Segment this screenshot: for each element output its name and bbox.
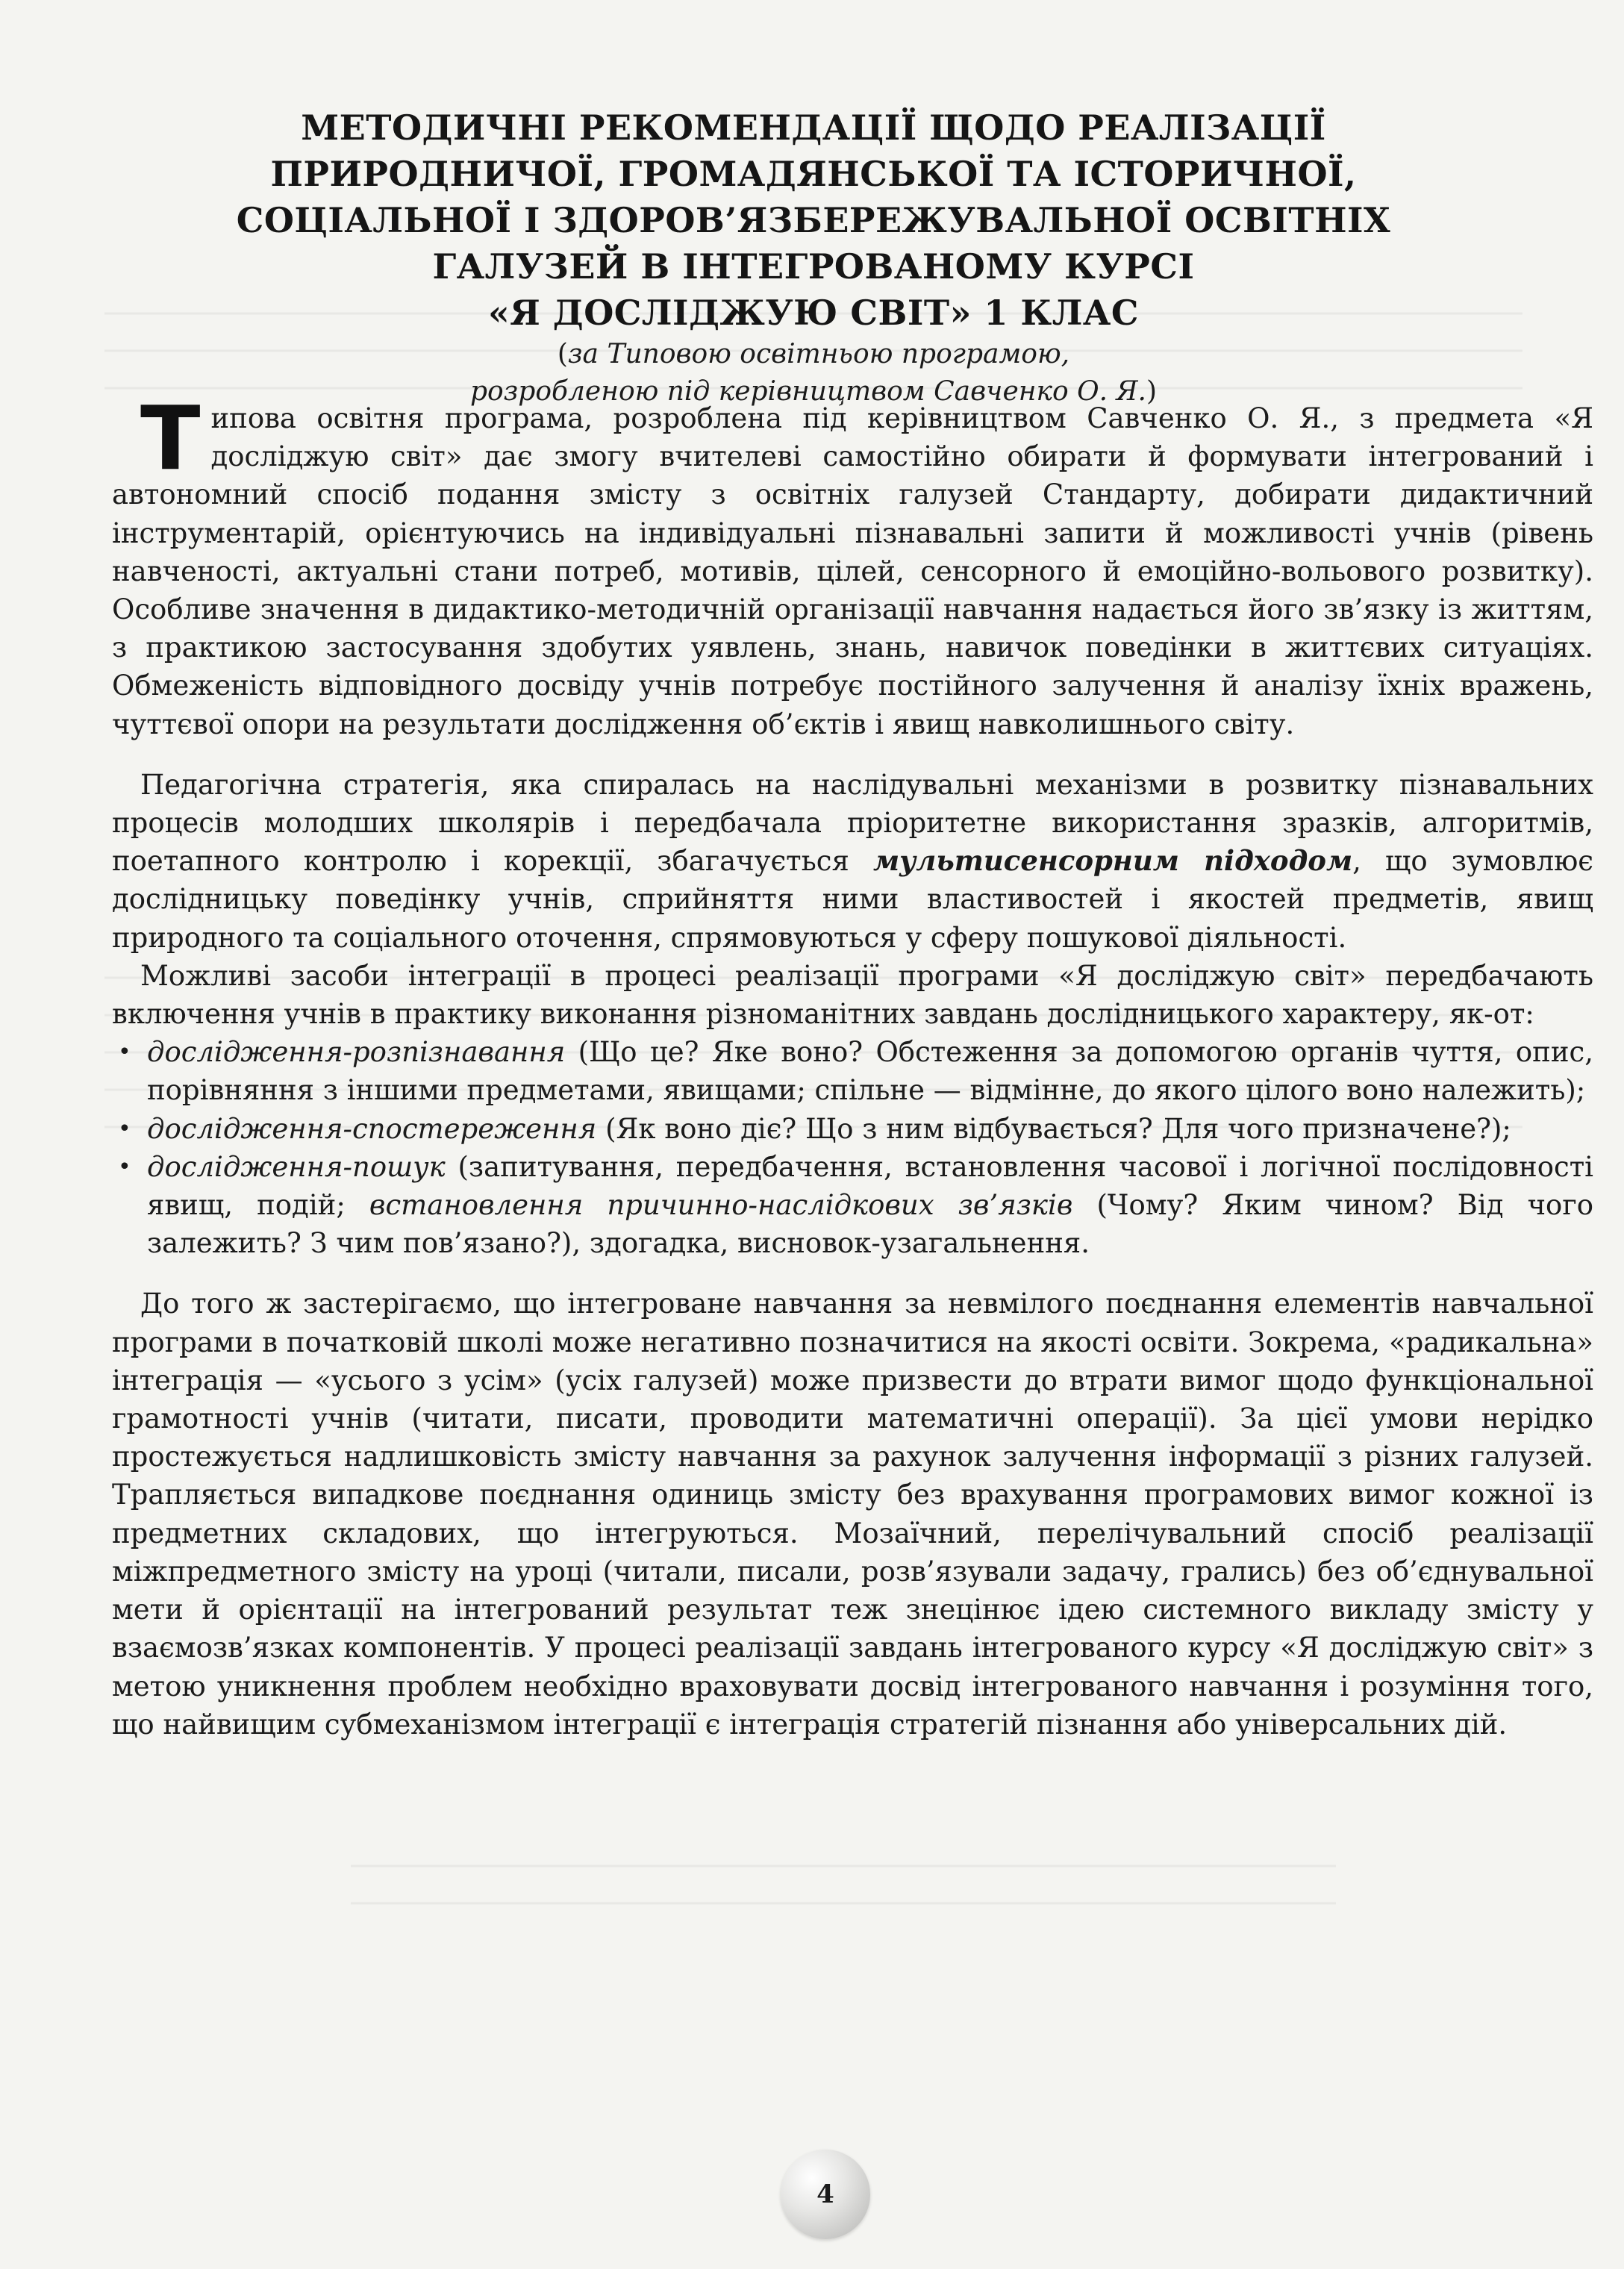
- paragraph-3: Можливі засоби інтеграції в процесі реалізації програми «Я досліджую світ» передбачають включення учнів в практику виконання різноманітних завдань дослідницького характеру, як-от:: [112, 959, 1593, 1031]
- title-line-1: МЕТОДИЧНІ РЕКОМЕНДАЦІЇ ЩОДО РЕАЛІЗАЦІЇ: [301, 107, 1326, 148]
- paragraph-2-emphasis: мультисенсорним підходом: [872, 844, 1353, 878]
- page-number: 4: [816, 2179, 834, 2209]
- title-line-5: «Я ДОСЛІДЖУЮ СВІТ» 1 КЛАС: [487, 293, 1140, 333]
- bullet-icon: •: [118, 1039, 131, 1066]
- title-block: [112, 104, 1515, 411]
- paragraph-4: До того ж застерігаємо, що інтегроване навчання за невмілого поєднання елементів навчальної програми в початковій школі може негативно позначитися на якості освіти. Зокрема, «радикальна» інтеграція — «усього з усім» (усіх галузей) може призвести до втрати вимог щодо функціональної грамотності учнів (читати, писати, проводити математичні операції). За цієї умови нерідко простежується надлишковість змісту навчання за рахунок залучення інформації з різних галузей. Трапляється випадкове поєднання одиниць змісту без врахування програмових вимог кожної із предметних складових, що інтегруються. Мозаїчний, перелічувальний спосіб реалізації міжпредметного змісту на уроці (читали, писали, розв’язували задачу, грались) без об’єднувальної мети й орієнтації на інтегрований результат теж знецінює ідею системного викладу змісту у взаємозв’язках компонентів. У процесі реалізації завдань інтегрованого курсу «Я досліджую світ» з метою уникнення проблем необхідно враховувати досвід інтегрованого навчання і розуміння того, що найвищим субмеханізмом інтеграції є інтеграція стратегій пізнання або універсальних дій.: [112, 1288, 1593, 1741]
- title-line-2: ПРИРОДНИЧОЇ, ГРОМАДЯНСЬКОЇ ТА ІСТОРИЧНОЇ,: [270, 154, 1357, 194]
- list-item: [112, 1148, 1593, 1263]
- subtitle-text-2: розробленою під керівництвом Савченко О. Я.: [469, 376, 1146, 407]
- title-line-4: ГАЛУЗЕЙ В ІНТЕГРОВАНОМУ КУРСІ: [432, 246, 1195, 287]
- list-item-text: (Як воно діє? Що з ним відбувається? Для чого призначене?);: [596, 1112, 1511, 1145]
- subtitle-line-1: [112, 336, 1515, 373]
- page-number-badge: [781, 2150, 870, 2239]
- list-item-term: дослідження-спостереження: [147, 1112, 597, 1145]
- list-item-text: (запитування, передбачення, встановлення часової і логічної послідовності явищ, подій;: [147, 1150, 1593, 1222]
- list-item-term: дослідження-пошук: [147, 1150, 446, 1183]
- drop-cap: Т: [140, 387, 201, 490]
- bullet-icon: •: [118, 1115, 131, 1142]
- paragraph-2: [112, 766, 1593, 957]
- list-item-text: (Що це? Яке воно? Обстеження за допомогою органів чуття, опис, порівняння з іншими предметами, явищами; спільне — відмінне, до якого цілого воно належить);: [147, 1036, 1593, 1107]
- title-line-3: СОЦІАЛЬНОЇ І ЗДОРОВ’ЯЗБЕРЕЖУВАЛЬНОЇ ОСВІТНІХ: [236, 200, 1391, 240]
- paragraph-2-text-before: Педагогічна стратегія, яка спиралась на наслідувальні механізми в розвитку пізнавальних процесів молодших школярів і передбачала пріоритетне використання зразків, алгоритмів, поетапного контролю і корекції, збагачується: [112, 768, 1593, 878]
- list-item: [112, 1033, 1593, 1109]
- paragraph-2-text-after: , що зумовлює дослідницьку поведінку учнів, сприйняття ними властивостей і якостей предметів, явищ природного та соціального оточення, спрямовуються у сферу пошукової діяльності.: [112, 845, 1594, 954]
- list-item-term-secondary: встановлення причинно-наслідкових зв’язків: [369, 1189, 1073, 1222]
- list-item-term: дослідження-розпізнавання: [147, 1036, 566, 1069]
- list-item: [112, 1110, 1593, 1148]
- subtitle-close-paren: ): [1146, 376, 1158, 407]
- bullet-icon: •: [118, 1153, 131, 1180]
- paragraph-1-text: ипова освітня програма, розроблена під керівництвом Савченко О. Я., з предмета «Я досліджую світ» дає змогу вчителеві самостійно обирати й формувати інтегрований і автономний спосіб подання змісту з освітніх галузей Стандарту, добирати дидактичний інструментарій, орієнтуючись на індивідуальні пізнавальні запити й можливості учнів (рівень навченості, актуальні стани потреб, мотивів, цілей, сенсорного й емоційно-вольового розвитку). Особливе значення в дидактико-методичній організації навчання надається його зв’язку із життям, з практикою застосування здобутих уявлень, знань, навичок поведінки в життєвих ситуаціях. Обмеженість відповідного досвіду учнів потребує постійного залучення й аналізу їхніх вражень, чуттєвої опори на результати дослідження об’єктів і явищ навколишнього світу.: [112, 402, 1593, 740]
- subtitle-text-1: за Типовою освітньою програмою,: [567, 339, 1070, 369]
- subtitle-open-paren: (: [557, 339, 568, 369]
- list-item-text-secondary: (Чому? Яким чином? Від чого залежить? З чим пов’язано?), здогадка, висновок-узагальнення.: [147, 1189, 1593, 1260]
- research-types-list: [112, 1033, 1593, 1262]
